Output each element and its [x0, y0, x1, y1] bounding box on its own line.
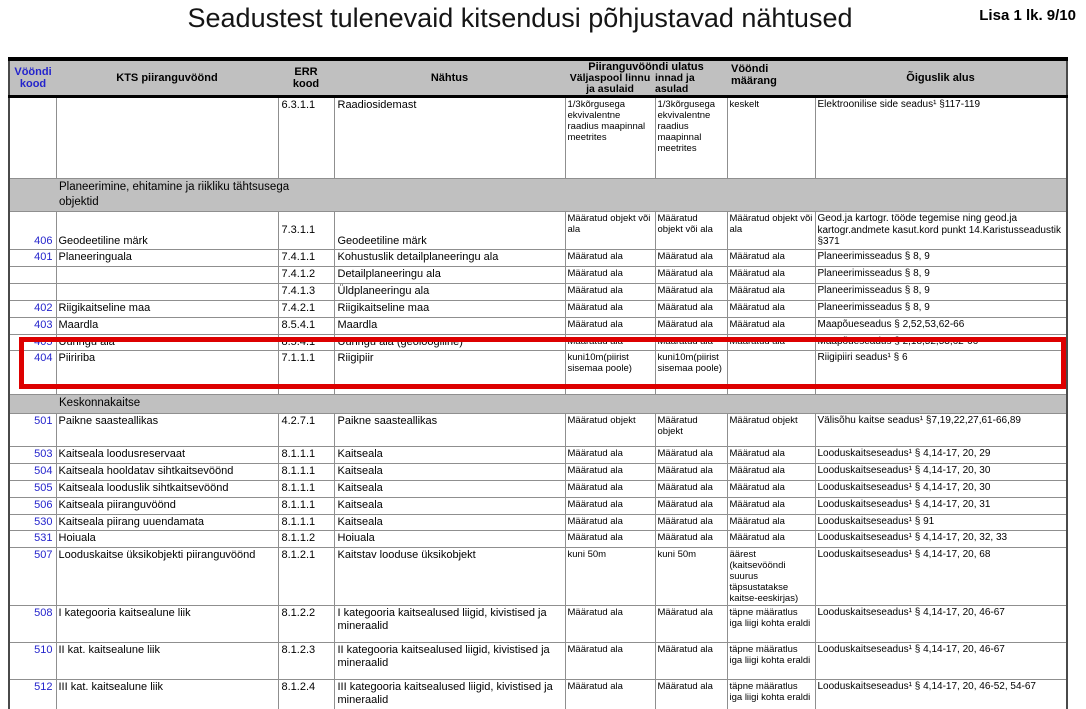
cell-extent-towns: Määratud ala: [655, 317, 727, 334]
cell-err-code: 7.4.1.1: [278, 249, 334, 266]
cell-kts: Maardla: [56, 317, 278, 334]
cell-legal-basis: Planeerimisseadus § 8, 9: [815, 249, 1067, 266]
cell-err-code: 8.1.2.3: [278, 642, 334, 679]
cell-kts: Paikne saasteallikas: [56, 413, 278, 446]
cell-legal-basis: Planeerimisseadus § 8, 9: [815, 300, 1067, 317]
cell-err-code: 8.1.2.1: [278, 547, 334, 605]
section-row-environment: [9, 394, 1067, 413]
cell-zone-designation: [727, 350, 815, 394]
cell-err-code: 8.1.1.2: [278, 530, 334, 547]
cell-extent-outside: Määratud ala: [565, 266, 655, 283]
cell-legal-basis: Looduskaitseseadus¹ § 4,14-17, 20, 32, 33: [815, 530, 1067, 547]
section-row-planning: [9, 179, 1067, 212]
cell-kts: Geodeetiline märk: [56, 212, 278, 250]
table-row: [9, 679, 1067, 709]
cell-legal-basis: Elektroonilise side seadus¹ §117-119: [815, 97, 1067, 179]
cell-err-code: 8.5.4.1: [278, 317, 334, 334]
header-legal-basis: Õiguslik alus: [815, 59, 1067, 97]
cell-kts: [56, 283, 278, 300]
cell-extent-towns: Määratud ala: [655, 249, 727, 266]
cell-extent-outside: Määratud objekt või ala: [565, 212, 655, 250]
cell-zone-code: 403: [9, 317, 56, 334]
cell-phenomenon: Geodeetiline märk: [334, 212, 565, 250]
page-number-label: Lisa 1 lk. 9/10: [979, 7, 1076, 24]
cell-phenomenon: Üldplaneeringu ala: [334, 283, 565, 300]
cell-phenomenon: Maardla: [334, 317, 565, 334]
cell-extent-outside: Määratud ala: [565, 317, 655, 334]
cell-extent-outside: Määratud ala: [565, 480, 655, 497]
table-row: [9, 497, 1067, 514]
cell-legal-basis: Looduskaitseseadus¹ § 4,14-17, 20, 46-67: [815, 642, 1067, 679]
cell-zone-designation: Määratud ala: [727, 283, 815, 300]
cell-extent-towns: Määratud objekt või ala: [655, 212, 727, 250]
cell-legal-basis: Riigipiiri seadus¹ § 6: [815, 350, 1067, 394]
cell-extent-outside: Määratud ala: [565, 605, 655, 642]
cell-zone-designation: Määratud objekt või ala: [727, 212, 815, 250]
cell-phenomenon: I kategooria kaitsealused liigid, kivistised ja mineraalid: [334, 605, 565, 642]
header-row: [9, 59, 1067, 97]
table-header: [9, 59, 1067, 97]
cell-kts: [56, 266, 278, 283]
cell-legal-basis: Looduskaitseseadus¹ § 4,14-17, 20, 46-52, 54-67: [815, 679, 1067, 709]
cell-err-code: 6.3.1.1: [278, 97, 334, 179]
cell-extent-towns: Määratud ala: [655, 334, 727, 350]
cell-zone-code: [9, 97, 56, 179]
header-kts: KTS piiranguvöönd: [56, 59, 278, 97]
restrictions-table: [8, 57, 1068, 709]
cell-zone-code: [9, 283, 56, 300]
cell-extent-towns: 1/3kõrgusega ekvivalentne raadius maapinnal meetrites: [655, 97, 727, 179]
table-row: [9, 334, 1067, 350]
cell-phenomenon: Uuringu ala (geoloogiline): [334, 334, 565, 350]
cell-kts: Riigikaitseline maa: [56, 300, 278, 317]
cell-kts: Kaitseala looduslik sihtkaitsevöönd: [56, 480, 278, 497]
cell-zone-designation: täpne määratlus iga liigi kohta eraldi: [727, 679, 815, 709]
table-row: [9, 446, 1067, 463]
cell-phenomenon: Hoiuala: [334, 530, 565, 547]
cell-phenomenon: Kaitseala: [334, 480, 565, 497]
cell-kts: II kat. kaitsealune liik: [56, 642, 278, 679]
section-label: Planeerimine, ehitamine ja riikliku tähtsusega objektid: [59, 181, 290, 208]
cell-kts: III kat. kaitsealune liik: [56, 679, 278, 709]
header-phenomenon: Nähtus: [334, 59, 565, 97]
cell-zone-designation: Määratud ala: [727, 266, 815, 283]
cell-zone-code: 507: [9, 547, 56, 605]
cell-err-code: 8.1.1.1: [278, 463, 334, 480]
cell-phenomenon: Kohustuslik detailplaneeringu ala: [334, 249, 565, 266]
cell-zone-code: 530: [9, 514, 56, 530]
cell-phenomenon: Kaitseala: [334, 446, 565, 463]
cell-phenomenon: III kategooria kaitsealused liigid, kivistised ja mineraalid: [334, 679, 565, 709]
cell-zone-code: 501: [9, 413, 56, 446]
cell-zone-code: 406: [9, 212, 56, 250]
cell-zone-code: 402: [9, 300, 56, 317]
header-zone-designation: Vööndi määrang: [727, 59, 815, 97]
table-row: [9, 212, 1067, 250]
cell-legal-basis: Planeerimisseadus § 8, 9: [815, 266, 1067, 283]
cell-err-code: 4.2.7.1: [278, 413, 334, 446]
cell-err-code: 7.3.1.1: [278, 212, 334, 250]
cell-extent-towns: Määratud ala: [655, 463, 727, 480]
cell-zone-designation: täpne määratlus iga liigi kohta eraldi: [727, 605, 815, 642]
cell-extent-towns: Määratud ala: [655, 530, 727, 547]
cell-phenomenon: Detailplaneeringu ala: [334, 266, 565, 283]
cell-extent-towns: Määratud ala: [655, 497, 727, 514]
cell-extent-towns: Määratud ala: [655, 514, 727, 530]
table-row: [9, 463, 1067, 480]
cell-legal-basis: Looduskaitseseadus¹ § 4,14-17, 20, 30: [815, 463, 1067, 480]
page-title: Seadustest tulenevaid kitsendusi põhjustavad nähtused: [187, 3, 853, 33]
cell-extent-towns: Määratud ala: [655, 605, 727, 642]
cell-extent-outside: Määratud ala: [565, 463, 655, 480]
table-row: [9, 317, 1067, 334]
cell-kts: Planeeringuala: [56, 249, 278, 266]
cell-zone-code: 506: [9, 497, 56, 514]
cell-extent-outside: Määratud ala: [565, 530, 655, 547]
cell-zone-code: 531: [9, 530, 56, 547]
cell-extent-outside: Määratud ala: [565, 334, 655, 350]
cell-err-code: 7.4.1.2: [278, 266, 334, 283]
cell-kts: I kategooria kaitsealune liik: [56, 605, 278, 642]
cell-kts: Kaitseala piirang uuendamata: [56, 514, 278, 530]
table-row: [9, 605, 1067, 642]
cell-legal-basis: Maapõueseadus § 2,52,53,62-66: [815, 317, 1067, 334]
cell-legal-basis: Looduskaitseseadus¹ § 4,14-17, 20, 68: [815, 547, 1067, 605]
cell-phenomenon: Raadiosidemast: [334, 97, 565, 179]
cell-zone-designation: Määratud ala: [727, 463, 815, 480]
table-row: [9, 642, 1067, 679]
table-row: [9, 514, 1067, 530]
cell-zone-designation: keskelt: [727, 97, 815, 179]
cell-zone-designation: täpne määratlus iga liigi kohta eraldi: [727, 642, 815, 679]
cell-kts: Kaitseala hooldatav sihtkaitsevöönd: [56, 463, 278, 480]
cell-zone-code: 401: [9, 249, 56, 266]
cell-legal-basis: Välisõhu kaitse seadus¹ §7,19,22,27,61-66,89: [815, 413, 1067, 446]
cell-extent-outside: Määratud ala: [565, 514, 655, 530]
table-row: [9, 97, 1067, 179]
cell-zone-designation: Määratud ala: [727, 480, 815, 497]
cell-err-code: 8.1.2.2: [278, 605, 334, 642]
table-row: [9, 547, 1067, 605]
cell-legal-basis: Looduskaitseseadus¹ § 91: [815, 514, 1067, 530]
cell-extent-towns: kuni10m(piirist sisemaa poole): [655, 350, 727, 394]
cell-kts: Kaitseala piiranguvöönd: [56, 497, 278, 514]
cell-extent-outside: Määratud ala: [565, 446, 655, 463]
cell-zone-designation: Määratud ala: [727, 300, 815, 317]
cell-kts: Kaitseala loodusreservaat: [56, 446, 278, 463]
cell-legal-basis: Looduskaitseseadus¹ § 4,14-17, 20, 29: [815, 446, 1067, 463]
cell-phenomenon: Kaitseala: [334, 463, 565, 480]
cell-phenomenon: II kategooria kaitsealused liigid, kivistised ja mineraalid: [334, 642, 565, 679]
cell-zone-code: 404: [9, 350, 56, 394]
cell-phenomenon: Riigikaitseline maa: [334, 300, 565, 317]
table-row: [9, 249, 1067, 266]
cell-legal-basis: Maapõueseadus § 2,18,52,53,62-66: [815, 334, 1067, 350]
cell-extent-towns: Määratud ala: [655, 283, 727, 300]
cell-extent-outside: Määratud ala: [565, 283, 655, 300]
cell-err-code: 7.1.1.1: [278, 350, 334, 394]
cell-phenomenon: Riigipiir: [334, 350, 565, 394]
cell-extent-outside: Määratud ala: [565, 497, 655, 514]
cell-extent-outside: Määratud ala: [565, 249, 655, 266]
cell-legal-basis: Looduskaitseseadus¹ § 4,14-17, 20, 46-67: [815, 605, 1067, 642]
cell-zone-code: [9, 266, 56, 283]
cell-zone-code: 512: [9, 679, 56, 709]
header-err-code: ERR kood: [278, 59, 334, 97]
cell-legal-basis: Geod.ja kartogr. tööde tegemise ning geod.ja kartogr.andmete kasut.kord punkt 14.Karistusseadustik §371: [815, 212, 1067, 250]
cell-kts: Hoiuala: [56, 530, 278, 547]
cell-phenomenon: Kaitseala: [334, 497, 565, 514]
cell-legal-basis: Looduskaitseseadus¹ § 4,14-17, 20, 31: [815, 497, 1067, 514]
cell-zone-designation: Määratud ala: [727, 249, 815, 266]
cell-extent-towns: Määratud ala: [655, 300, 727, 317]
cell-zone-designation: Määratud ala: [727, 530, 815, 547]
cell-err-code: 8.1.1.1: [278, 480, 334, 497]
cell-err-code: 7.4.2.1: [278, 300, 334, 317]
cell-extent-outside: kuni10m(piirist sisemaa poole): [565, 350, 655, 394]
cell-legal-basis: Planeerimisseadus § 8, 9: [815, 283, 1067, 300]
table-row: [9, 300, 1067, 317]
cell-extent-outside: 1/3kõrgusega ekvivalentne raadius maapinnal meetrites: [565, 97, 655, 179]
cell-zone-designation: Määratud ala: [727, 334, 815, 350]
cell-err-code: 8.1.1.1: [278, 446, 334, 463]
cell-err-code: 8.1.1.1: [278, 497, 334, 514]
table-row: [9, 283, 1067, 300]
section-label: Keskonnakaitse: [59, 397, 141, 409]
cell-zone-code: 505: [9, 480, 56, 497]
cell-extent-outside: Määratud ala: [565, 642, 655, 679]
table-row-highlighted: [9, 350, 1067, 394]
cell-extent-towns: Määratud ala: [655, 679, 727, 709]
table-row: [9, 266, 1067, 283]
cell-extent-towns: Määratud ala: [655, 266, 727, 283]
cell-extent-towns: Määratud ala: [655, 642, 727, 679]
cell-extent-towns: Määratud objekt: [655, 413, 727, 446]
table-row: [9, 530, 1067, 547]
cell-zone-code: 508: [9, 605, 56, 642]
table-row: [9, 413, 1067, 446]
cell-phenomenon: Kaitstav looduse üksikobjekt: [334, 547, 565, 605]
cell-err-code: 8.1.2.4: [278, 679, 334, 709]
cell-err-code: 8.5.4.1: [278, 334, 334, 350]
cell-kts: [56, 97, 278, 179]
cell-zone-designation: Määratud ala: [727, 497, 815, 514]
cell-extent-towns: Määratud ala: [655, 446, 727, 463]
cell-kts: Looduskaitse üksikobjekti piiranguvöönd: [56, 547, 278, 605]
header-extent-group: [565, 59, 727, 97]
cell-kts: Uuringu ala: [56, 334, 278, 350]
cell-extent-outside: Määratud ala: [565, 300, 655, 317]
cell-zone-designation: Määratud objekt: [727, 413, 815, 446]
header-extent-towns: innad ja asulad: [655, 72, 695, 95]
header-zone-code: Vööndi kood: [9, 59, 56, 97]
cell-zone-designation: Määratud ala: [727, 514, 815, 530]
cell-zone-code: 504: [9, 463, 56, 480]
cell-zone-code: 503: [9, 446, 56, 463]
cell-extent-towns: kuni 50m: [655, 547, 727, 605]
cell-kts: Piiririba: [56, 350, 278, 394]
table-row: [9, 480, 1067, 497]
cell-phenomenon: Kaitseala: [334, 514, 565, 530]
cell-zone-code: 510: [9, 642, 56, 679]
cell-zone-designation: Määratud ala: [727, 446, 815, 463]
cell-extent-towns: Määratud ala: [655, 480, 727, 497]
cell-err-code: 8.1.1.1: [278, 514, 334, 530]
cell-extent-outside: kuni 50m: [565, 547, 655, 605]
cell-zone-code: 405: [9, 334, 56, 350]
header-extent-outside: Väljaspool linnu ja asulaid: [569, 72, 651, 95]
cell-zone-designation: Määratud ala: [727, 317, 815, 334]
cell-zone-designation: äärest (kaitsevööndi suurus täpsustatakse kaitse-eeskirjas): [727, 547, 815, 605]
cell-err-code: 7.4.1.3: [278, 283, 334, 300]
cell-extent-outside: Määratud ala: [565, 679, 655, 709]
cell-phenomenon: Paikne saasteallikas: [334, 413, 565, 446]
cell-extent-outside: Määratud objekt: [565, 413, 655, 446]
cell-legal-basis: Looduskaitseseadus¹ § 4,14-17, 20, 30: [815, 480, 1067, 497]
header-extent: Piiranguvööndi ulatus: [588, 61, 704, 73]
